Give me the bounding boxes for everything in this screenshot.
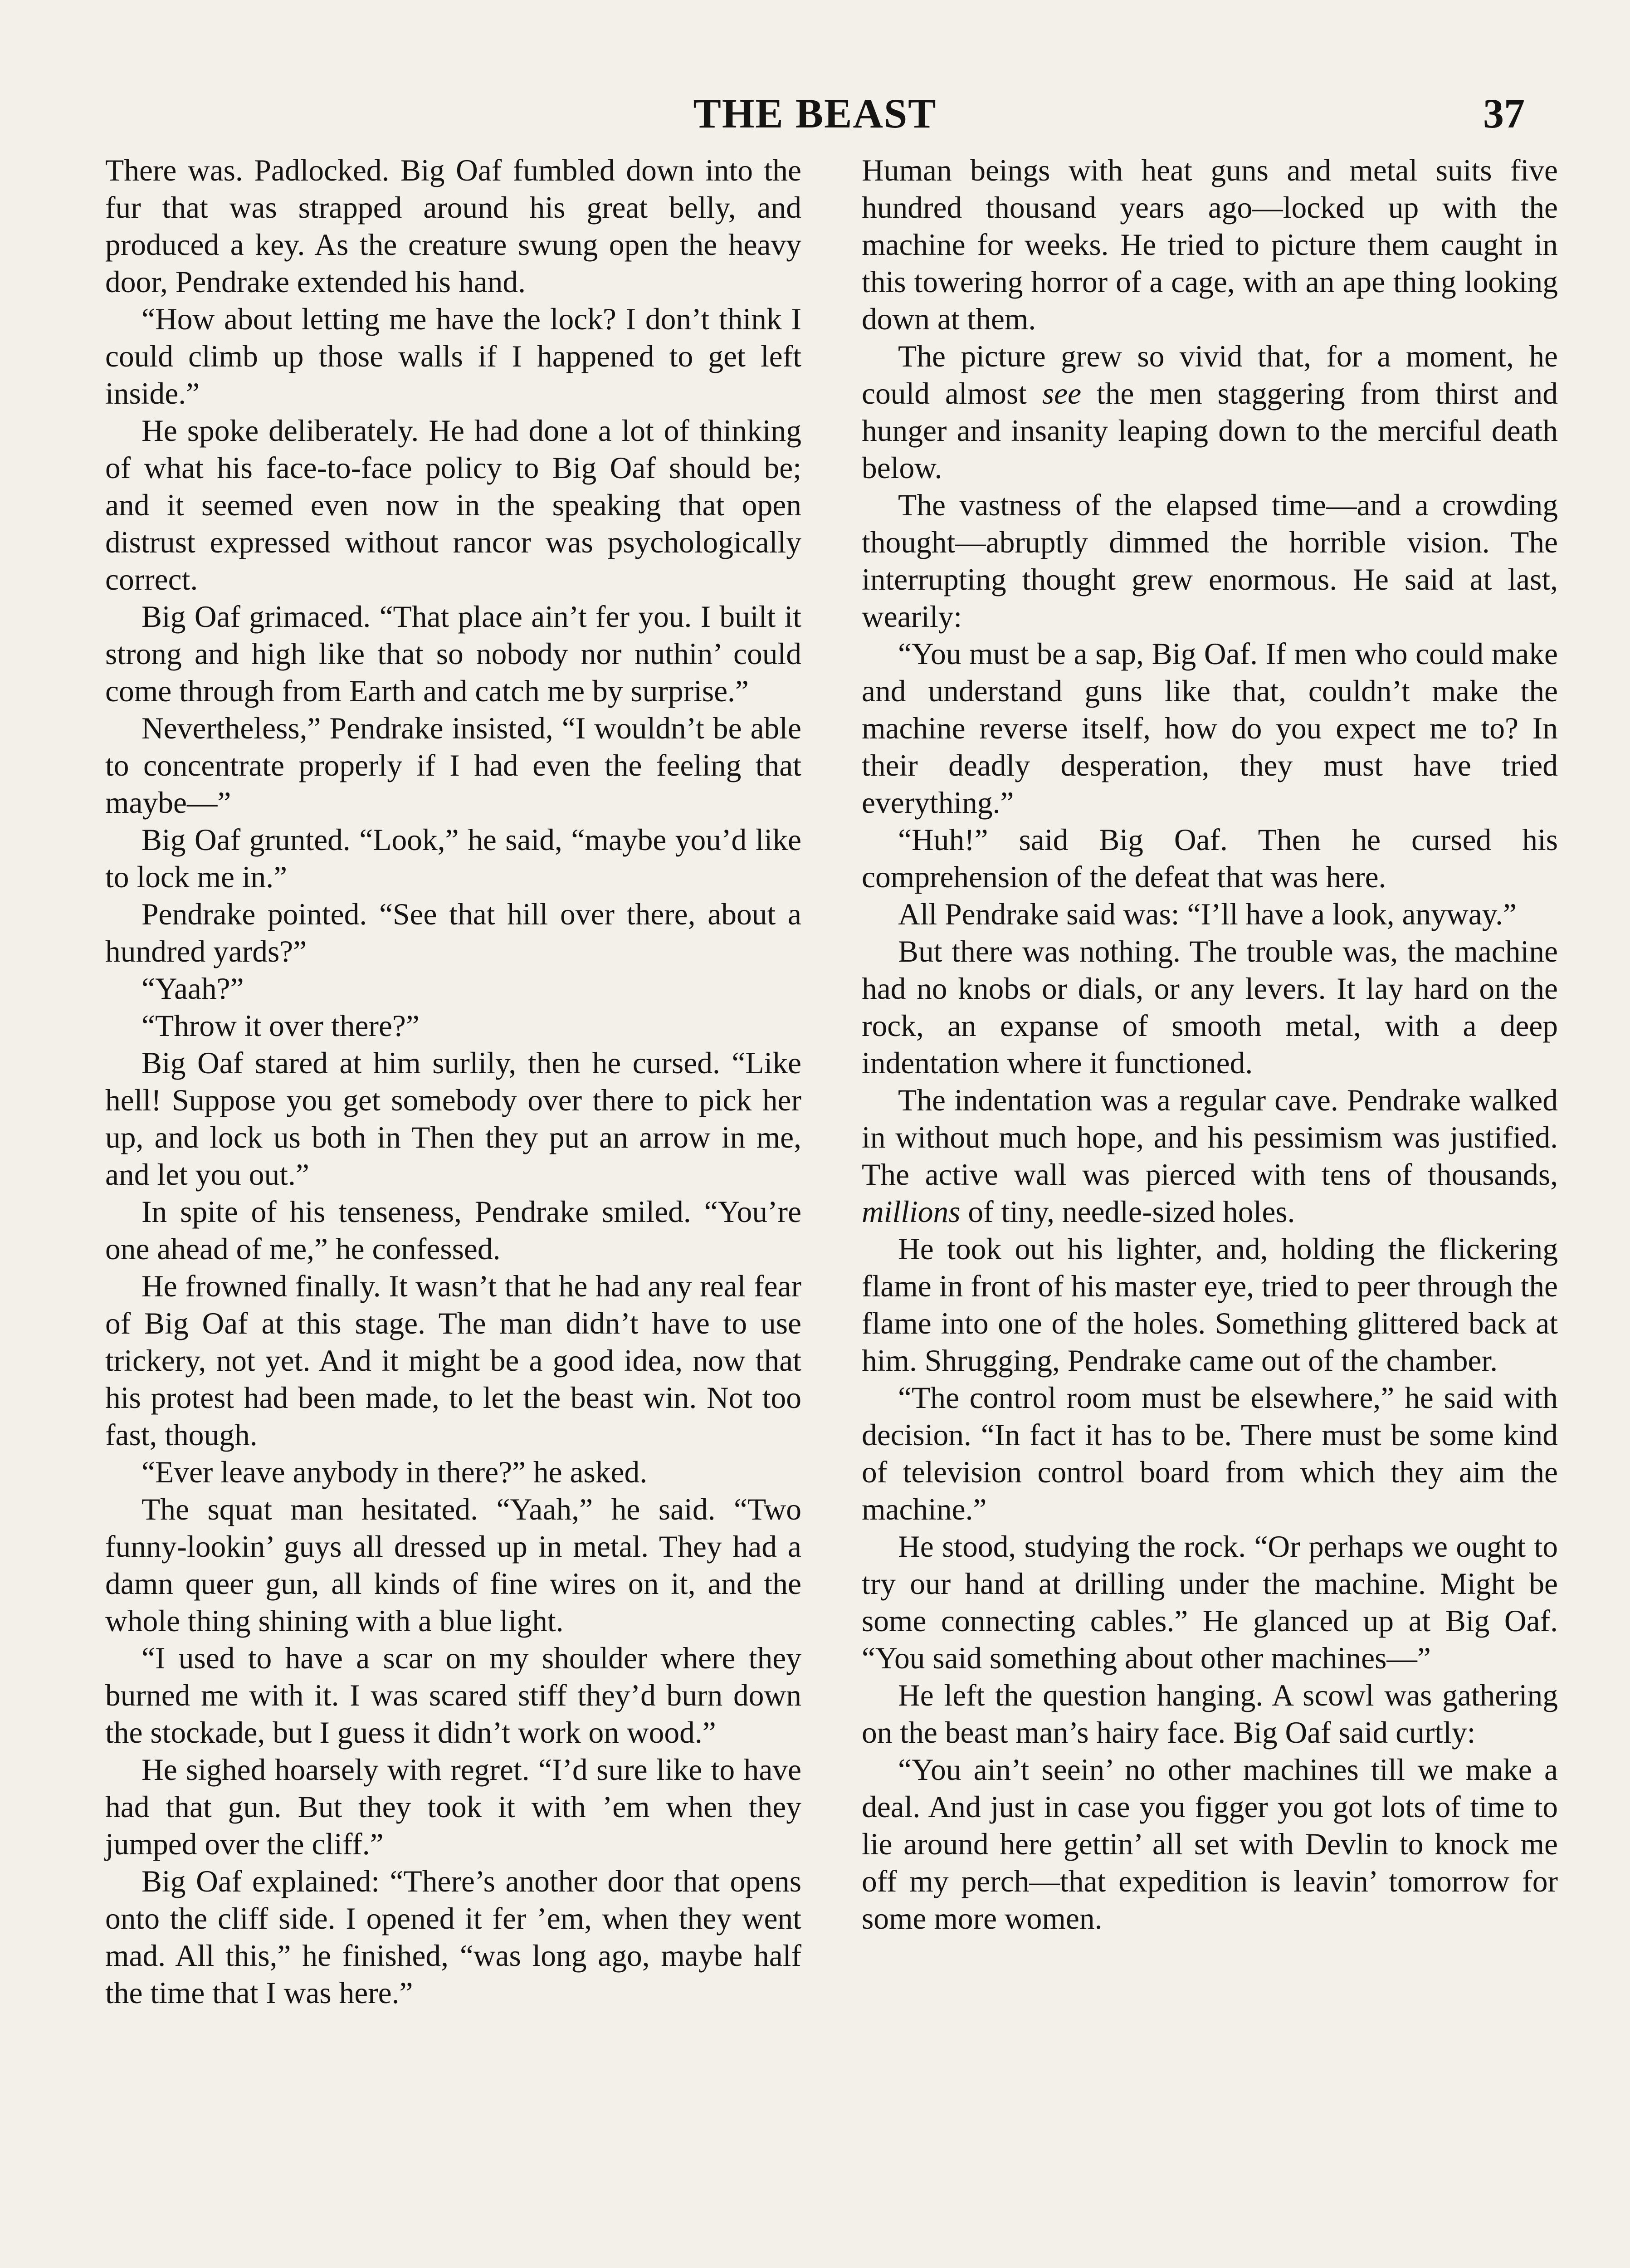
paragraph-text: “You ain’t seein’ no other machines till we make a deal. And just in case you figger you got lots of time to lie around here gettin’ all set with Devlin to knock me off my perch—that expedition is leavin’ tomorrow for some more women.	[862, 1753, 1558, 1936]
paragraph-text: The picture grew so vivid that, for a moment, he could almost	[862, 339, 1558, 411]
paragraph	[862, 1379, 1558, 1528]
paragraph: He spoke deliberately. He had done a lot of thinking of what his face-to-face policy to Big Oaf should be; and it seemed even now in the speaking that open distrust expressed without rancor was psychologically correct.	[105, 414, 801, 596]
paragraph	[862, 152, 1558, 338]
paragraph	[862, 896, 1558, 933]
paragraph: Big Oaf grimaced. “That place ain’t fer you. I built it strong and high like that so nobody nor nuthin’ could come through from Earth and catch me by surprise.”	[105, 600, 801, 708]
paragraph-text: He left the question hanging. A scowl was gathering on the beast man’s hairy face. Big Oaf said curtly:	[862, 1678, 1558, 1750]
paragraph-text: “Huh!” said Big Oaf. Then he cursed his comprehension of the defeat that was here.	[862, 823, 1558, 894]
paragraph: Pendrake pointed. “See that hill over there, about a hundred yards?”	[105, 897, 801, 968]
paragraph-text: Human beings with heat guns and metal suits five hundred thousand years ago—locked up with the machine for weeks. He tried to picture them caught in this towering horror of a cage, with an ape thing looking down at them.	[862, 153, 1558, 336]
paragraph: Nevertheless,” Pendrake insisted, “I wouldn’t be able to concentrate properly if I had even the feeling that maybe—”	[105, 711, 801, 820]
paragraph	[862, 821, 1558, 896]
paragraph: “I used to have a scar on my shoulder where they burned me with it. I was scared stiff they’d burn down the stockade, but I guess it didn’t work on wood.”	[105, 1641, 801, 1750]
paragraph	[862, 635, 1558, 821]
page-number: 37	[1483, 90, 1525, 137]
paragraph: Big Oaf grunted. “Look,” he said, “maybe you’d like to lock me in.”	[105, 823, 801, 894]
paragraph-text: the men staggering from thirst and hunger and insanity leaping down to the merciful death below.	[862, 376, 1558, 485]
page-header	[105, 86, 1525, 150]
emphasis: millions	[862, 1195, 961, 1229]
paragraph: “Ever leave anybody in there?” he asked.	[142, 1455, 648, 1489]
paragraph: He sighed hoarsely with regret. “I’d sure like to have had that gun. But they took it with ’em when they jumped over the cliff.”	[105, 1753, 801, 1861]
paragraph-text: “You must be a sap, Big Oaf. If men who could make and understand guns like that, couldn’t make the machine reverse itself, how do you expect me to? In their deadly desperation, they must have tried everything.”	[862, 637, 1558, 820]
paragraph-text: “The control room must be elsewhere,” he said with decision. “In fact it has to be. There must be some kind of television control board from which they aim the machine.”	[862, 1381, 1558, 1526]
paragraph-text: of tiny, needle-sized holes.	[960, 1195, 1295, 1229]
paragraph	[862, 487, 1558, 635]
paragraph-text: But there was nothing. The trouble was, the machine had no knobs or dials, or any levers. It lay hard on the rock, an expanse of smooth metal, with a deep indentation where it functioned.	[862, 934, 1558, 1080]
paragraph-text: He took out his lighter, and, holding the flickering flame in front of his master eye, tried to peer through the flame into one of the holes. Something glittered back at him. Shrugging, Pendrake came out of the chamber.	[862, 1232, 1558, 1378]
paragraph-text: The vastness of the elapsed time—and a crowding thought—abruptly dimmed the horrible vision. The interrupting thought grew enormous. He said at last, wearily:	[862, 488, 1558, 634]
paragraph: “Throw it over there?”	[142, 1009, 420, 1043]
running-title: THE BEAST	[693, 90, 937, 137]
paragraph	[862, 1231, 1558, 1379]
paragraph	[862, 1751, 1558, 1937]
right-column	[862, 152, 1558, 1937]
left-column	[105, 152, 801, 2012]
paragraph: He frowned finally. It wasn’t that he had any real fear of Big Oaf at this stage. The man didn’t have to use trickery, not yet. And it might be a good idea, now that his protest had been made, to let the beast win. Not too fast, though.	[105, 1269, 801, 1452]
paragraph: Big Oaf explained: “There’s another door that opens onto the cliff side. I opened it fer ’em, when they went mad. All this,” he finished, “was long ago, maybe half the time that I was here.”	[105, 1864, 801, 2010]
paragraph: “Yaah?”	[142, 972, 244, 1006]
paragraph-text: He stood, studying the rock. “Or perhaps we ought to try our hand at drilling under the machine. Might be some connecting cables.” He glanced up at Big Oaf. “You said something about other machines—”	[862, 1530, 1558, 1675]
paragraph	[862, 1082, 1558, 1231]
emphasis: see	[1042, 376, 1082, 411]
paragraph: In spite of his tenseness, Pendrake smiled. “You’re one ahead of me,” he confessed.	[105, 1195, 801, 1266]
paragraph	[862, 1528, 1558, 1677]
paragraph-text: The indentation was a regular cave. Pendrake walked in without much hope, and his pessimism was justified. The active wall was pierced with tens of thousands,	[862, 1083, 1558, 1192]
paragraph: Big Oaf stared at him surlily, then he cursed. “Like hell! Suppose you get somebody over there to pick her up, and lock us both in Then they put an arrow in me, and let you out.”	[105, 1046, 801, 1192]
paragraph: There was. Padlocked. Big Oaf fumbled down into the fur that was strapped around his great belly, and produced a key. As the creature swung open the heavy door, Pendrake extended his hand.	[105, 153, 801, 299]
paragraph	[862, 1677, 1558, 1751]
paragraph	[862, 933, 1558, 1082]
paragraph: The squat man hesitated. “Yaah,” he said. “Two funny-lookin’ guys all dressed up in metal. They had a damn queer gun, all kinds of fine wires on it, and the whole thing shining with a blue light.	[105, 1492, 801, 1638]
paragraph: “How about letting me have the lock? I don’t think I could climb up those walls if I happened to get left inside.”	[105, 302, 801, 411]
paragraph-text: All Pendrake said was: “I’ll have a look, anyway.”	[898, 897, 1517, 931]
paragraph	[862, 338, 1558, 487]
